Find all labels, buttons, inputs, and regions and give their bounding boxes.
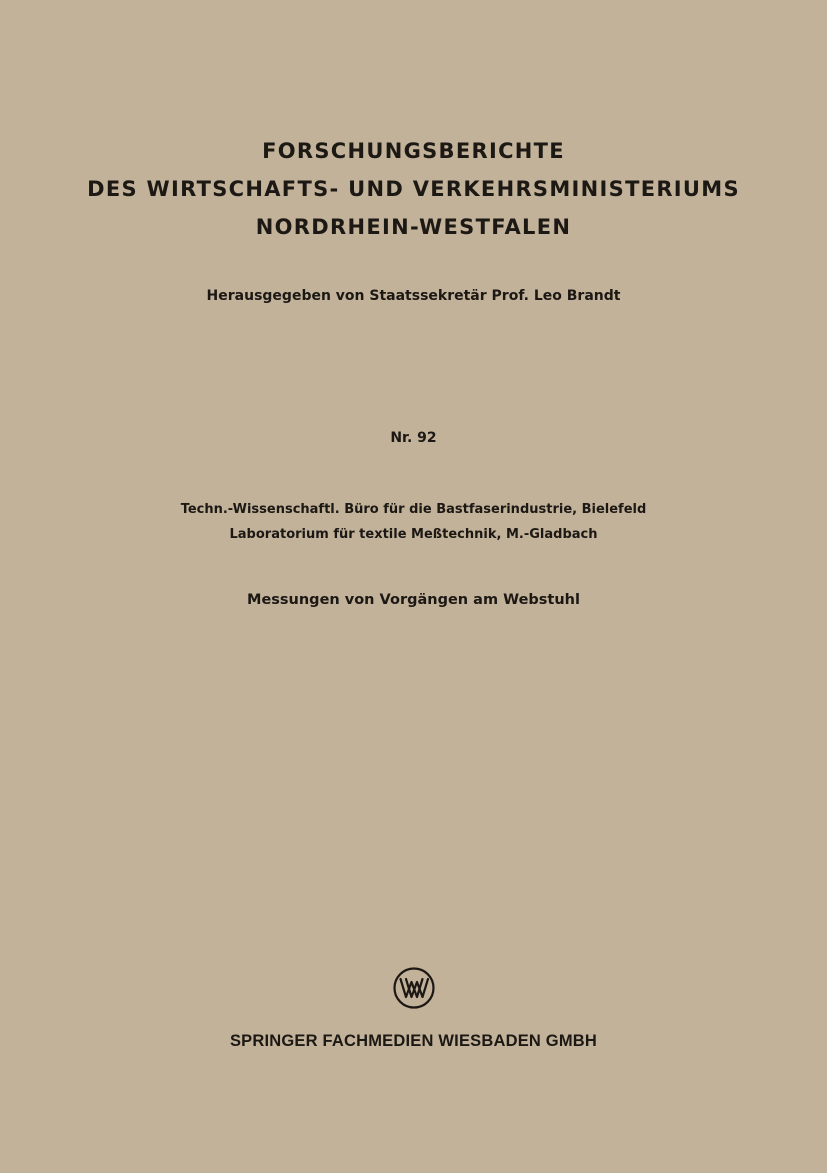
author-line-2: Laboratorium für textile Meßtechnik, M.-Gladbach <box>229 527 598 542</box>
series-title-line-1: FORSCHUNGSBERICHTE <box>262 139 565 163</box>
series-title <box>0 132 827 246</box>
editor-credit: Herausgegeben von Staatssekretär Prof. Leo Brandt <box>206 288 621 304</box>
authors <box>0 497 827 547</box>
publisher-name: SPRINGER FACHMEDIEN WIESBADEN GMBH <box>229 1032 598 1050</box>
author-line-1: Techn.-Wissenschaftl. Büro für die Bastfaserindustrie, Bielefeld <box>180 502 647 517</box>
series-title-line-3: NORDRHEIN-WESTFALEN <box>255 215 572 239</box>
issue-number: Nr. 92 <box>390 430 437 446</box>
report-title: Messungen von Vorgängen am Webstuhl <box>247 592 580 608</box>
series-title-line-2: DES WIRTSCHAFTS- UND VERKEHRSMINISTERIUMS <box>87 177 740 201</box>
publisher-logo-icon <box>392 966 436 1010</box>
